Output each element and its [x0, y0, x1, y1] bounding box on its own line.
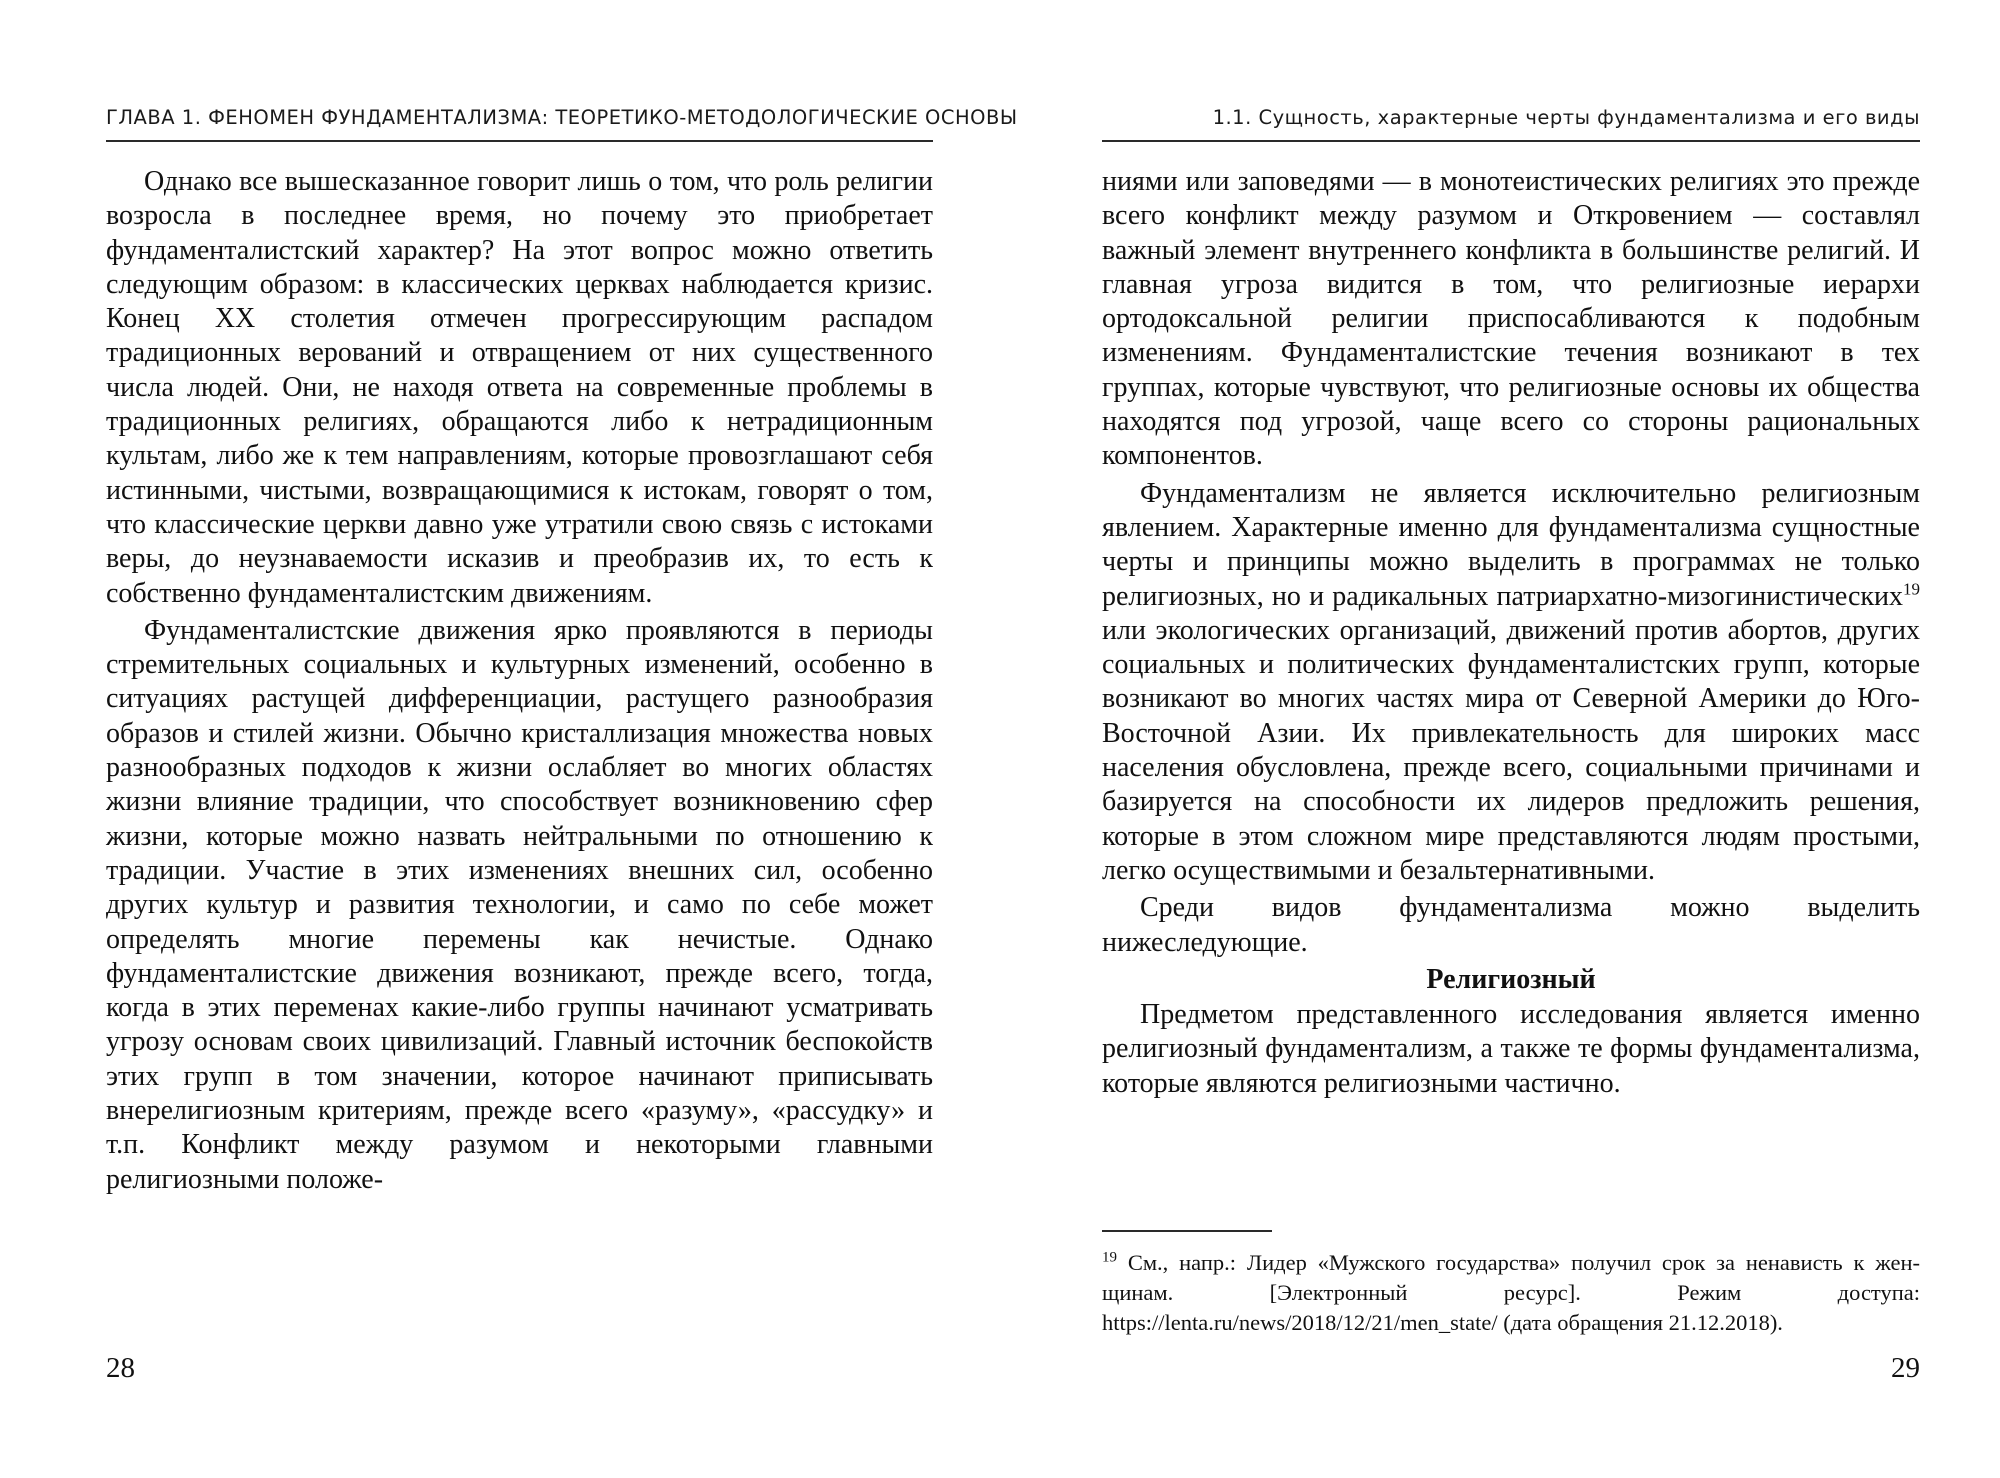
footnote-reference[interactable]: 19 [1903, 579, 1920, 599]
left-paragraph-2: Фундаменталистские движения ярко проявляются в периоды стремительных социальных и культурных изменений, особенно в ситуациях растущей дифференциации, растущего разнообразия образов и стилей жизни. Обычно кристаллизация множества новых разнообразных подходов к жизни ослабляет во многих областях жизни влияние традиции, что способствует возникновению сфер жизни, которые можно назвать нейтральными по отношению к традиции. Участие в этих изменениях внешних сил, особенно других культур и развития технологии, и само по себе может определять многие перемены как нечистые. Однако фундаменталистские движения возникают, прежде всего, тогда, когда в этих переменах какие-либо группы начинают усматривать угрозу основам своих цивилизаций. Главный источник беспокойств этих групп в том значении, которое начинают приписывать внерелигиозным критериям, прежде всего «разуму», «рассудку» и т.п. Конфликт между разумом и некоторыми главными религиозными положе- [106, 614, 933, 1195]
left-header-rule [106, 140, 933, 142]
right-paragraph-2-start: Фундаментализм не является исключительно религиозным явлением. Характерные именно для фундаментализма сущностные черты и принципы можно выделить в программах не только религиозных, но и радикальных патриархатно-мизогинистических [1102, 477, 1920, 612]
left-body-text [106, 165, 933, 1200]
footnote [1102, 1248, 1920, 1338]
left-running-head: ГЛАВА 1. ФЕНОМЕН ФУНДАМЕНТАЛИЗМА: ТЕОРЕТИКО-МЕТОДОЛОГИЧЕСКИЕ ОСНОВЫ [106, 106, 1018, 129]
footnote-text: См., напр.: Лидер «Мужского государства» получил срок за ненависть к женщинам. [Электронный ресурс]. Режим доступа: https://lenta.ru/news/2018/12/21/men_state/ (дата обращения 21.12.2018). [1102, 1250, 1920, 1335]
left-paragraph-1: Однако все вышесказанное говорит лишь о том, что роль религии возросла в последнее время, но почему это приобретает фундаменталистский характер? На этот вопрос можно ответить следующим образом: в классических церквах наблюдается кризис. Конец XX столетия отмечен прогрессирующим распадом традиционных верований и отвращением от них существенного числа людей. Они, не находя ответа на современные проблемы в традиционных религиях, обращаются либо к нетрадиционным культам, либо же к тем направлениям, которые провозглашают себя истинными, чистыми, возвращающимися к истокам, говорят о том, что классические церкви давно уже утратили свою связь с истоками веры, до неузнаваемости исказив и преобразив их, то есть к собственно фундаменталистским движениям. [106, 166, 933, 609]
right-header-rule [1102, 140, 1920, 142]
right-paragraph-2-end: или экологических организаций, движений против абортов, других социальных и политических фундаменталистских групп, которые возникают во многих частях мира от Северной Америки до Юго-Восточной Азии. Их привлекательность для широких масс населения обусловлена, прежде всего, социальными причинами и базируется на способности их лидеров предложить решения, которые в этом сложном мире представляются людям простыми, легко осуществимыми и безальтернативными. [1102, 614, 1920, 886]
right-body-text [1102, 165, 1920, 1104]
right-paragraph-3: Среди видов фундаментализма можно выделить нижеследующие. [1102, 892, 1920, 958]
right-paragraph-2 [1102, 477, 1920, 889]
right-page [1000, 0, 2000, 1478]
footnote-number: 19 [1102, 1249, 1117, 1266]
right-page-number: 29 [1891, 1352, 1920, 1384]
footnote-rule [1102, 1230, 1272, 1232]
right-paragraph-4: Предметом представленного исследования является именно религиозный фундаментализм, а также те формы фундаментализма, которые являются религиозными частично. [1102, 999, 1920, 1099]
right-continuation-paragraph: ниями или заповедями — в монотеистических религиях это прежде всего конфликт между разумом и Откровением — составлял важный элемент внутреннего конфликта в большинстве религий. И главная угроза видится в том, что религиозные иерархи ортодоксальной религии приспосабливаются к подобным изменениям. Фундаменталистские течения возникают в тех группах, которые чувствуют, что религиозные основы их общества находятся под угрозой, чаще всего со стороны рациональных компонентов. [1102, 166, 1920, 472]
left-page-number: 28 [106, 1352, 135, 1384]
section-title: Религиозный [1426, 963, 1596, 995]
right-running-head: 1.1. Сущность, характерные черты фундаментализма и его виды [1212, 106, 1920, 129]
